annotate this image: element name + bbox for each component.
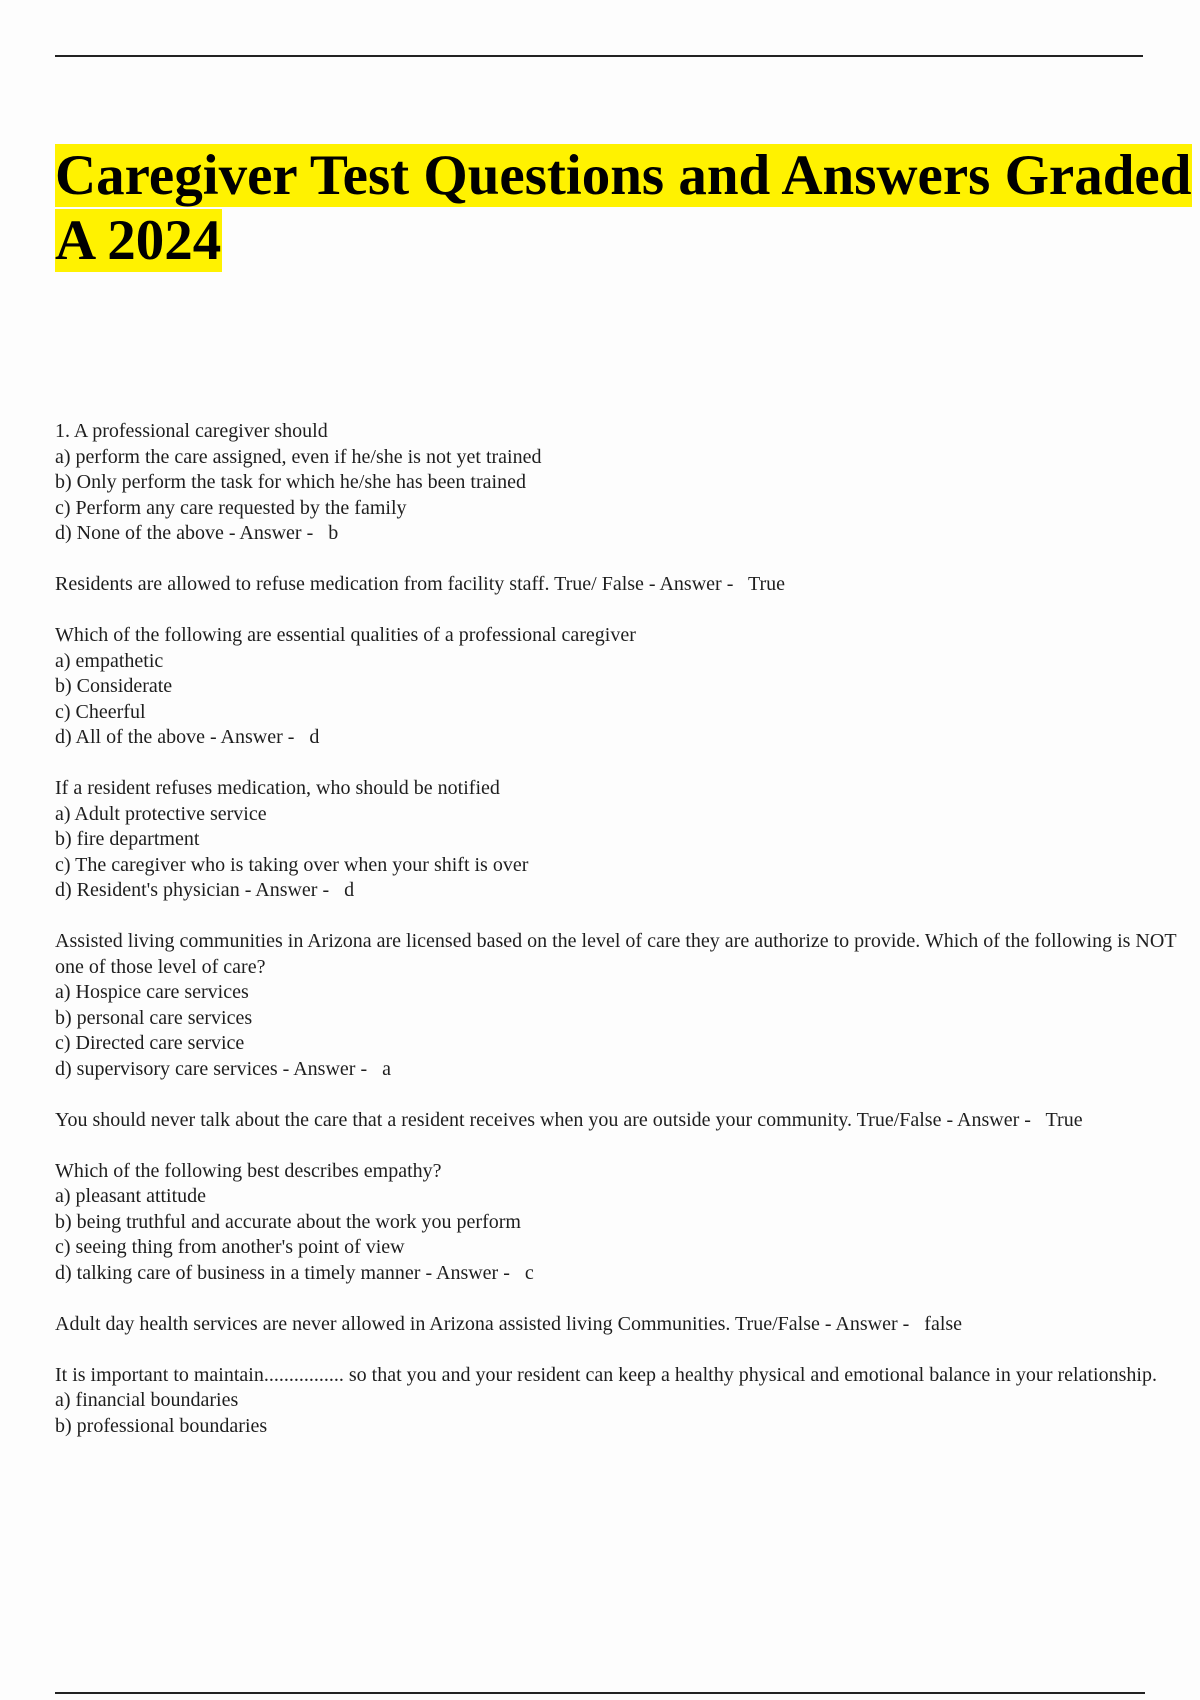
- question-item: [55, 1108, 1200, 1134]
- question-text: Adult day health services are never allowed in Arizona assisted living Communities. True/False - Answer - false: [55, 1312, 963, 1335]
- question-text: Residents are allowed to refuse medication from facility staff. True/ False - Answer - True: [55, 573, 786, 595]
- question-item: [55, 1363, 1200, 1440]
- answer-option: d) None of the above - Answer - b: [55, 522, 339, 544]
- answer-option: b) Considerate: [55, 675, 173, 697]
- answer-option: c) Perform any care requested by the family: [55, 496, 407, 519]
- answer-option: d) supervisory care services - Answer - a: [55, 1057, 391, 1080]
- answer-option: a) perform the care assigned, even if he/she is not yet trained: [55, 445, 542, 468]
- question-text: 1. A professional caregiver should: [55, 420, 328, 442]
- answer-option: d) All of the above - Answer - d: [55, 726, 320, 748]
- answer-option: c) Directed care service: [55, 1032, 245, 1054]
- question-item: [55, 419, 1200, 547]
- answer-option: b) fire department: [55, 828, 200, 850]
- question-item: [55, 572, 1200, 598]
- question-item: [55, 929, 1200, 1082]
- document-title-text: Caregiver Test Questions and Answers Graded A 2024: [55, 144, 1192, 272]
- question-text: Which of the following are essential qualities of a professional caregiver: [55, 624, 636, 646]
- question-text: Which of the following best describes empathy?: [55, 1159, 442, 1182]
- question-text: Assisted living communities in Arizona are licensed based on the level of care they are authorize to provide. Which of the following is NOT one of those level of care?: [55, 930, 1177, 978]
- question-item: [55, 1159, 1200, 1287]
- top-rule: [55, 55, 1143, 57]
- answer-option: c) The caregiver who is taking over when your shift is over: [55, 853, 529, 876]
- answer-option: b) being truthful and accurate about the work you perform: [55, 1210, 521, 1233]
- question-item: [55, 776, 1200, 904]
- answer-option: a) financial boundaries: [55, 1389, 239, 1411]
- answer-option: c) Cheerful: [55, 700, 146, 723]
- answer-option: a) pleasant attitude: [55, 1185, 207, 1207]
- answer-option: b) professional boundaries: [55, 1414, 268, 1437]
- document-title: [55, 143, 1195, 273]
- answer-option: d) talking care of business in a timely manner - Answer - c: [55, 1261, 534, 1284]
- bottom-rule: [55, 1692, 1145, 1694]
- answer-option: a) Hospice care services: [55, 981, 249, 1003]
- answer-option: d) Resident's physician - Answer - d: [55, 879, 355, 901]
- question-list: [55, 419, 1200, 1465]
- answer-option: a) empathetic: [55, 649, 164, 672]
- question-text: You should never talk about the care that a resident receives when you are outside your community. True/False - Answer - True: [55, 1108, 1083, 1131]
- question-item: [55, 623, 1200, 751]
- question-text: If a resident refuses medication, who should be notified: [55, 777, 500, 799]
- question-text: It is important to maintain................ so that you and your resident can keep a healthy physical and emotional balance in your relationship.: [55, 1363, 1157, 1386]
- answer-option: a) Adult protective service: [55, 802, 267, 825]
- question-item: [55, 1312, 1200, 1338]
- answer-option: b) personal care services: [55, 1006, 253, 1029]
- answer-option: b) Only perform the task for which he/she has been trained: [55, 471, 526, 493]
- answer-option: c) seeing thing from another's point of view: [55, 1236, 405, 1258]
